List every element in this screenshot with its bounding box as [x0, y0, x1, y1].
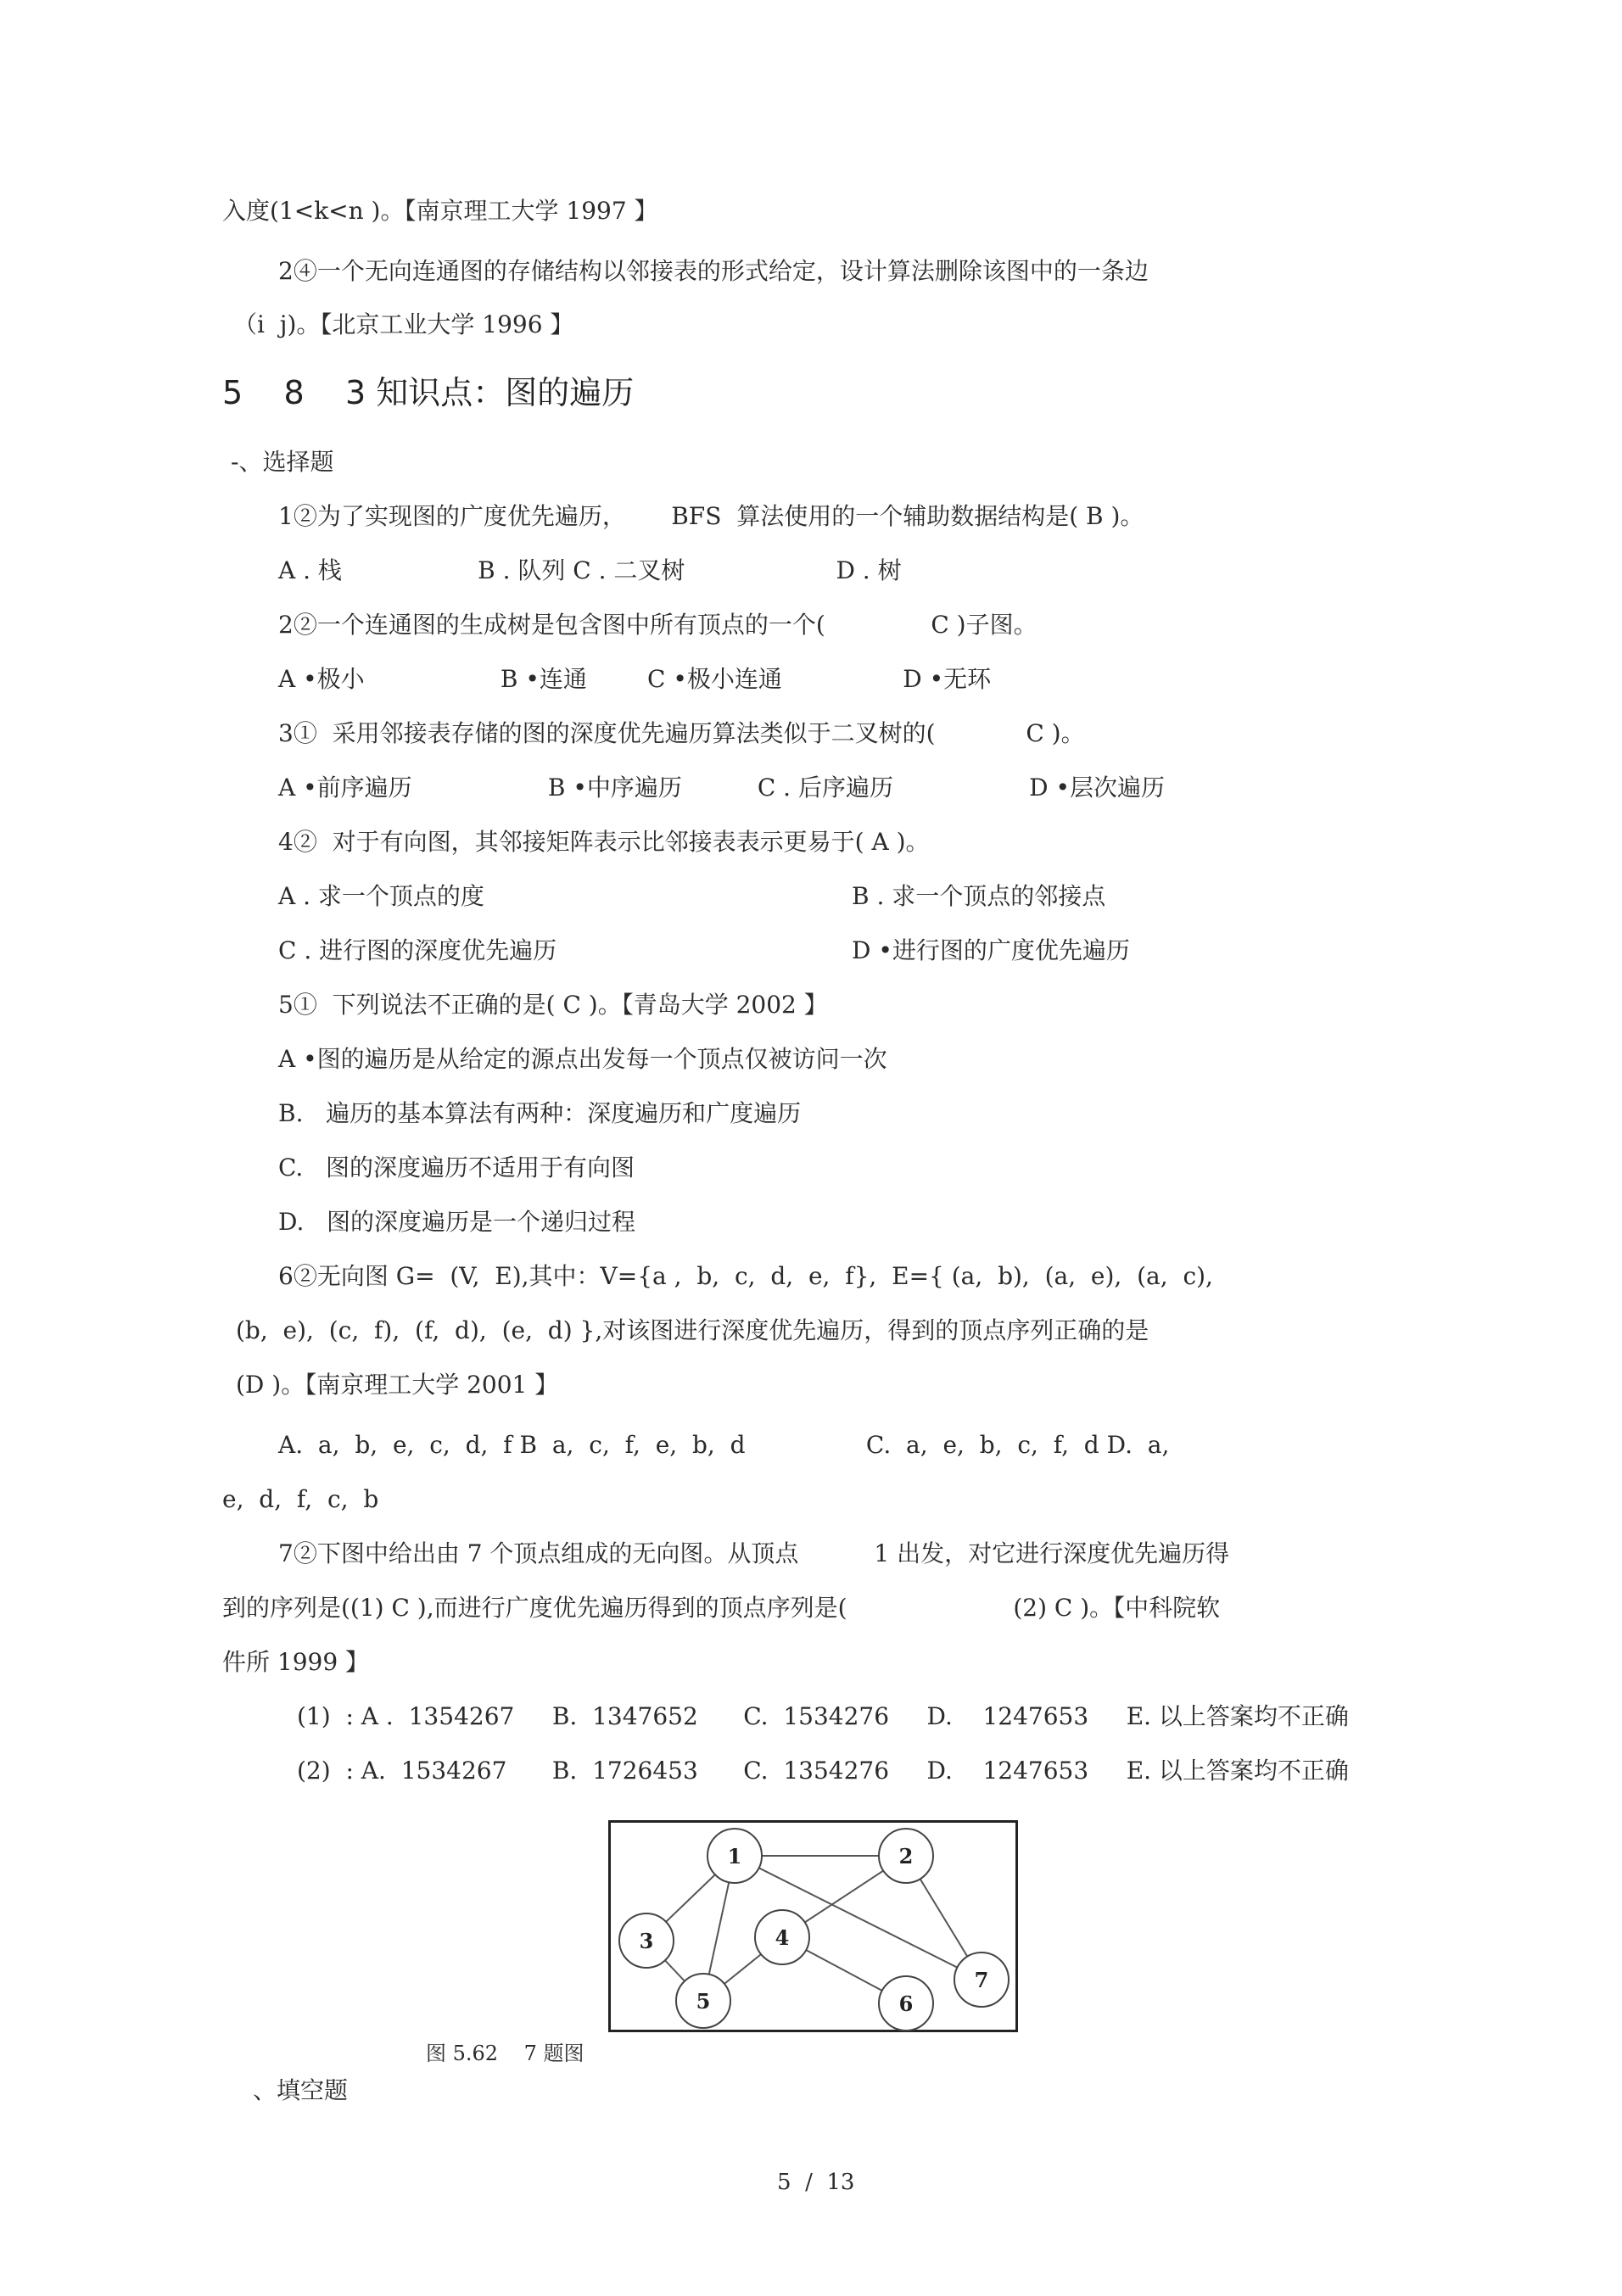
question-3: 3① 采用邻接表存储的图的深度优先遍历算法类似于二叉树的( C )。	[278, 719, 1085, 747]
node-6	[879, 1976, 933, 2031]
node-7	[954, 1952, 1009, 2007]
node-4	[755, 1910, 809, 1964]
node-label: 4	[775, 1925, 790, 1950]
question-2: 2②一个连通图的生成树是包含图中所有顶点的一个( C )子图。	[278, 611, 1038, 639]
question-5-option-c: C. 图的深度遍历不适用于有向图	[278, 1154, 635, 1182]
question-6-options-cont: e, d, f, c, b	[222, 1485, 379, 1513]
question-4-option-d: D •进行图的广度优先遍历	[852, 936, 1130, 964]
question-1: 1②为了实现图的广度优先遍历， BFS 算法使用的一个辅助数据结构是( B )。	[278, 502, 1144, 530]
question-1-options: A . 栈 B . 队列 C . 二叉树 D . 树	[278, 556, 902, 584]
question-6-cont: (b, e), (c, f), (f, d), (e, d) },对该图进行深度优先遍历，得到的顶点序列正确的是	[236, 1316, 1149, 1344]
question-4: 4② 对于有向图，其邻接矩阵表示比邻接表表示更易于( A )。	[278, 828, 930, 856]
page-number: 5 / 13	[777, 2170, 855, 2195]
question-7-cont: 到的序列是((1) C ),而进行广度优先遍历得到的顶点序列是( (2) C )。【中科院软	[222, 1594, 1221, 1622]
question-6: 6②无向图 G= (V, E),其中：V={a , b, c, d, e, f}, E={ (a, b), (a, e), (a, c),	[278, 1262, 1213, 1290]
question-2-options: A •极小 B •连通 C •极小连通 D •无环	[278, 665, 992, 693]
subsection-title: -、选择题	[231, 448, 334, 476]
section-heading: 5 8 3 知识点：图的遍历	[222, 374, 635, 411]
node-1	[708, 1829, 762, 1883]
question-7-options-2: (2) : A. 1534267 B. 1726453 C. 1354276 D. 1247653 E. 以上答案均不正确	[297, 1757, 1349, 1785]
question-4-option-c: C . 进行图的深度优先遍历	[278, 936, 557, 964]
question-7-cont: 件所 1999 】	[222, 1648, 370, 1676]
figure-caption: 图 5.62 7 题图	[426, 2042, 584, 2065]
question-7-options-1: (1) : A . 1354267 B. 1347652 C. 1534276 D. 1247653 E. 以上答案均不正确	[297, 1702, 1349, 1730]
question-5-option-b: B. 遍历的基本算法有两种：深度遍历和广度遍历	[278, 1099, 802, 1127]
question-3-options: A •前序遍历 B •中序遍历 C . 后序遍历 D •层次遍历	[278, 774, 1166, 802]
node-label: 2	[898, 1844, 914, 1869]
question-6-options: A. a, b, e, c, d, f B a, c, f, e, b, d C. a, e, b, c, f, d D. a,	[278, 1431, 1170, 1459]
node-label: 3	[639, 1929, 654, 1953]
node-label: 6	[898, 1992, 914, 2016]
figure-border	[610, 1822, 1017, 2031]
question-6-cont: (D )。【南京理工大学 2001 】	[236, 1371, 559, 1399]
node-2	[879, 1829, 933, 1883]
question-5-option-a: A •图的遍历是从给定的源点出发每一个顶点仅被访问一次	[278, 1045, 887, 1073]
node-label: 1	[727, 1844, 742, 1869]
text-line: 入度(1<k<n )。【南京理工大学 1997 】	[222, 197, 658, 225]
text-line: （i j)。【北京工业大学 1996 】	[233, 310, 574, 338]
node-label: 7	[974, 1968, 989, 1992]
node-5	[676, 1974, 730, 2028]
graph-figure	[608, 1820, 1018, 2032]
question-4-option-b: B . 求一个顶点的邻接点	[852, 882, 1106, 910]
question-5-option-d: D. 图的深度遍历是一个递归过程	[278, 1208, 636, 1236]
node-3	[619, 1913, 674, 1968]
node-label: 5	[696, 1989, 711, 2014]
question-5: 5① 下列说法不正确的是( C )。【青岛大学 2002 】	[278, 991, 828, 1019]
question-4-option-a: A . 求一个顶点的度	[278, 882, 484, 910]
text-line: 2④一个无向连通图的存储结构以邻接表的形式给定，设计算法删除该图中的一条边	[278, 257, 1149, 285]
subsection-title: 、填空题	[253, 2076, 349, 2104]
question-7: 7②下图中给出由 7 个顶点组成的无向图。从顶点 1 出发，对它进行深度优先遍历得	[278, 1539, 1230, 1567]
